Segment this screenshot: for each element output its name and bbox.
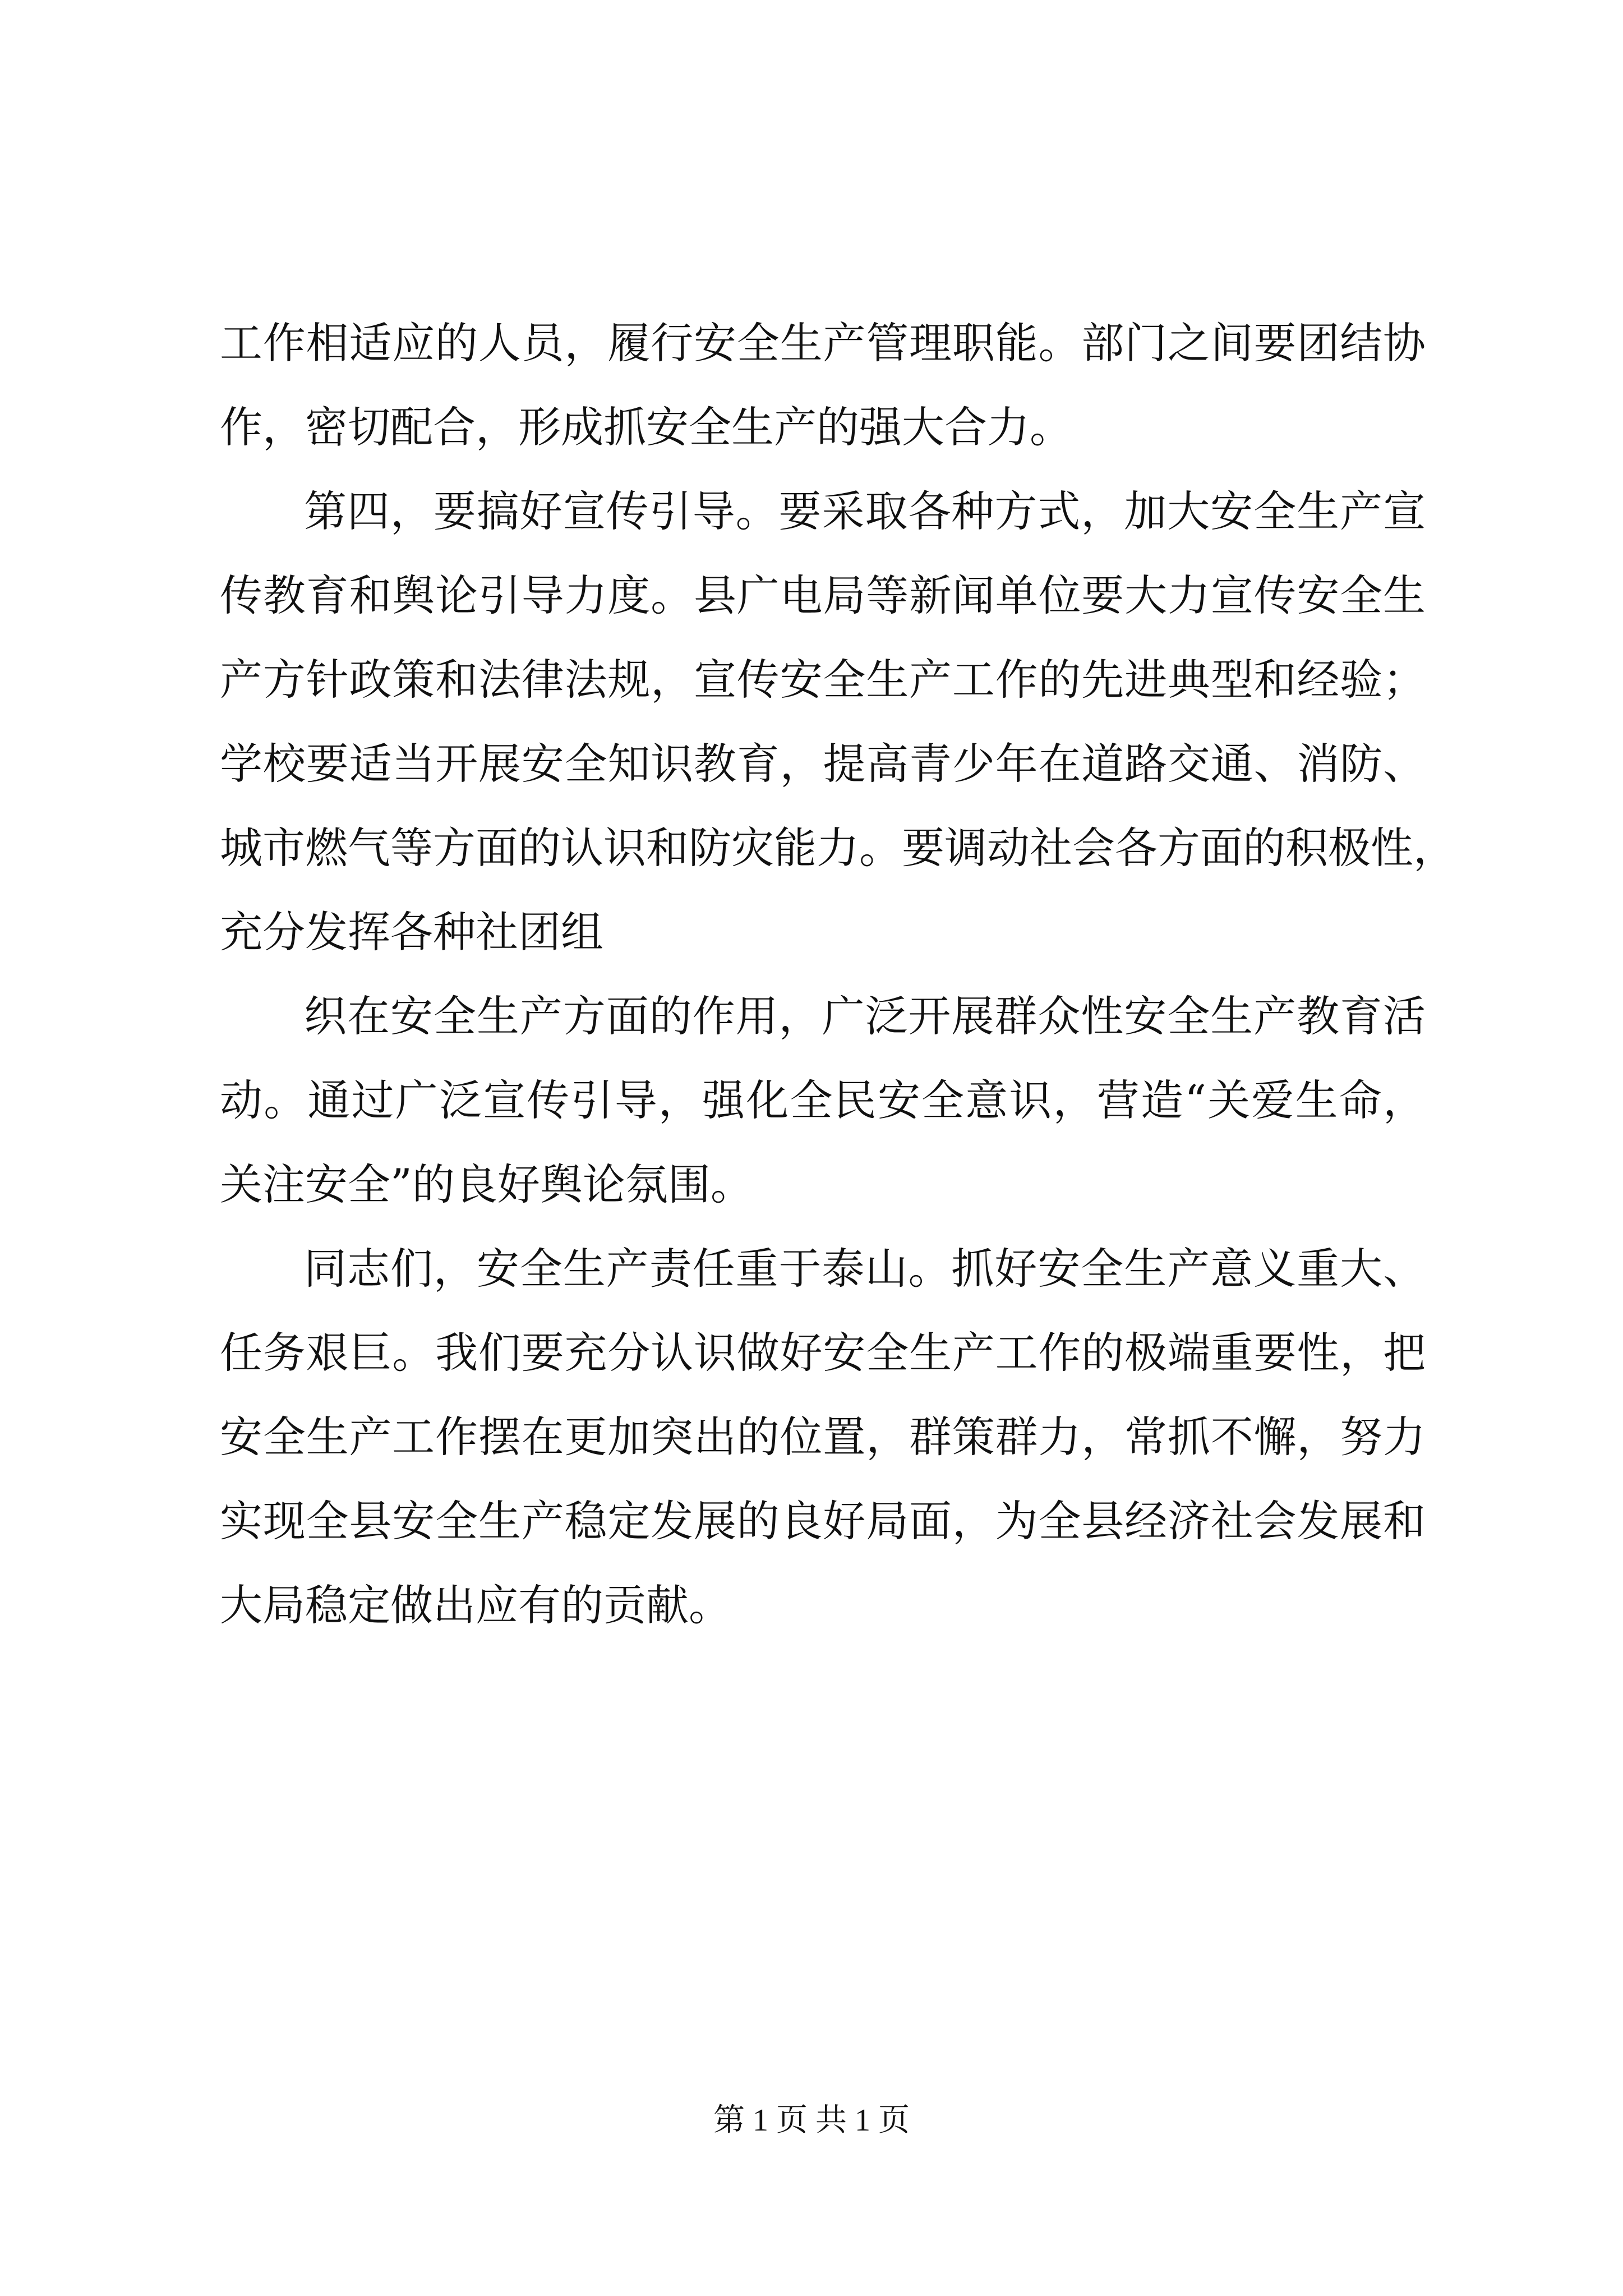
paragraph-line: 关注安全”的良好舆论氛围。 — [220, 1159, 753, 1209]
paragraph-line: 城市燃气等方面的认识和防灾能力。要调动社会各方面的积极性， — [220, 823, 1456, 873]
page-number-footer: 第 1 页 共 1 页 — [713, 2103, 910, 2138]
paragraph-line: 传教育和舆论引导力度。县广电局等新闻单位要大力宣传安全生 — [220, 570, 1426, 620]
paragraph-2 — [220, 470, 1456, 974]
paragraph-3 — [220, 974, 1426, 1227]
paragraph-4 — [220, 1227, 1426, 1648]
paragraph-line: 安全生产工作摆在更加突出的位置，群策群力，常抓不懈，努力 — [220, 1412, 1426, 1462]
paragraph-line: 学校要适当开展安全知识教育，提高青少年在道路交通、消防、 — [220, 739, 1426, 789]
paragraph-line: 产方针政策和法律法规，宣传安全生产工作的先进典型和经验； — [220, 655, 1426, 705]
paragraph-line: 充分发挥各种社团组 — [220, 907, 603, 957]
paragraph-line: 工作相适应的人员，履行安全生产管理职能。部门之间要团结协 — [220, 318, 1426, 368]
paragraph-line: 大局稳定做出应有的贡献。 — [220, 1580, 731, 1630]
paragraph-line: 织在安全生产方面的作用，广泛开展群众性安全生产教育活 — [304, 991, 1426, 1041]
paragraph-line: 任务艰巨。我们要充分认识做好安全生产工作的极端重要性，把 — [220, 1328, 1426, 1378]
paragraph-line: 同志们，安全生产责任重于泰山。抓好安全生产意义重大、 — [304, 1244, 1426, 1294]
paragraph-line: 动。通过广泛宣传引导，强化全民安全意识，营造“关爱生命， — [220, 1075, 1426, 1125]
paragraph-1 — [220, 301, 1426, 470]
paragraph-line: 第四，要搞好宣传引导。要采取各种方式，加大安全生产宣 — [304, 486, 1426, 536]
paragraph-line: 作，密切配合，形成抓安全生产的强大合力。 — [220, 402, 1072, 452]
paragraph-line: 实现全县安全生产稳定发展的良好局面，为全县经济社会发展和 — [220, 1496, 1426, 1546]
